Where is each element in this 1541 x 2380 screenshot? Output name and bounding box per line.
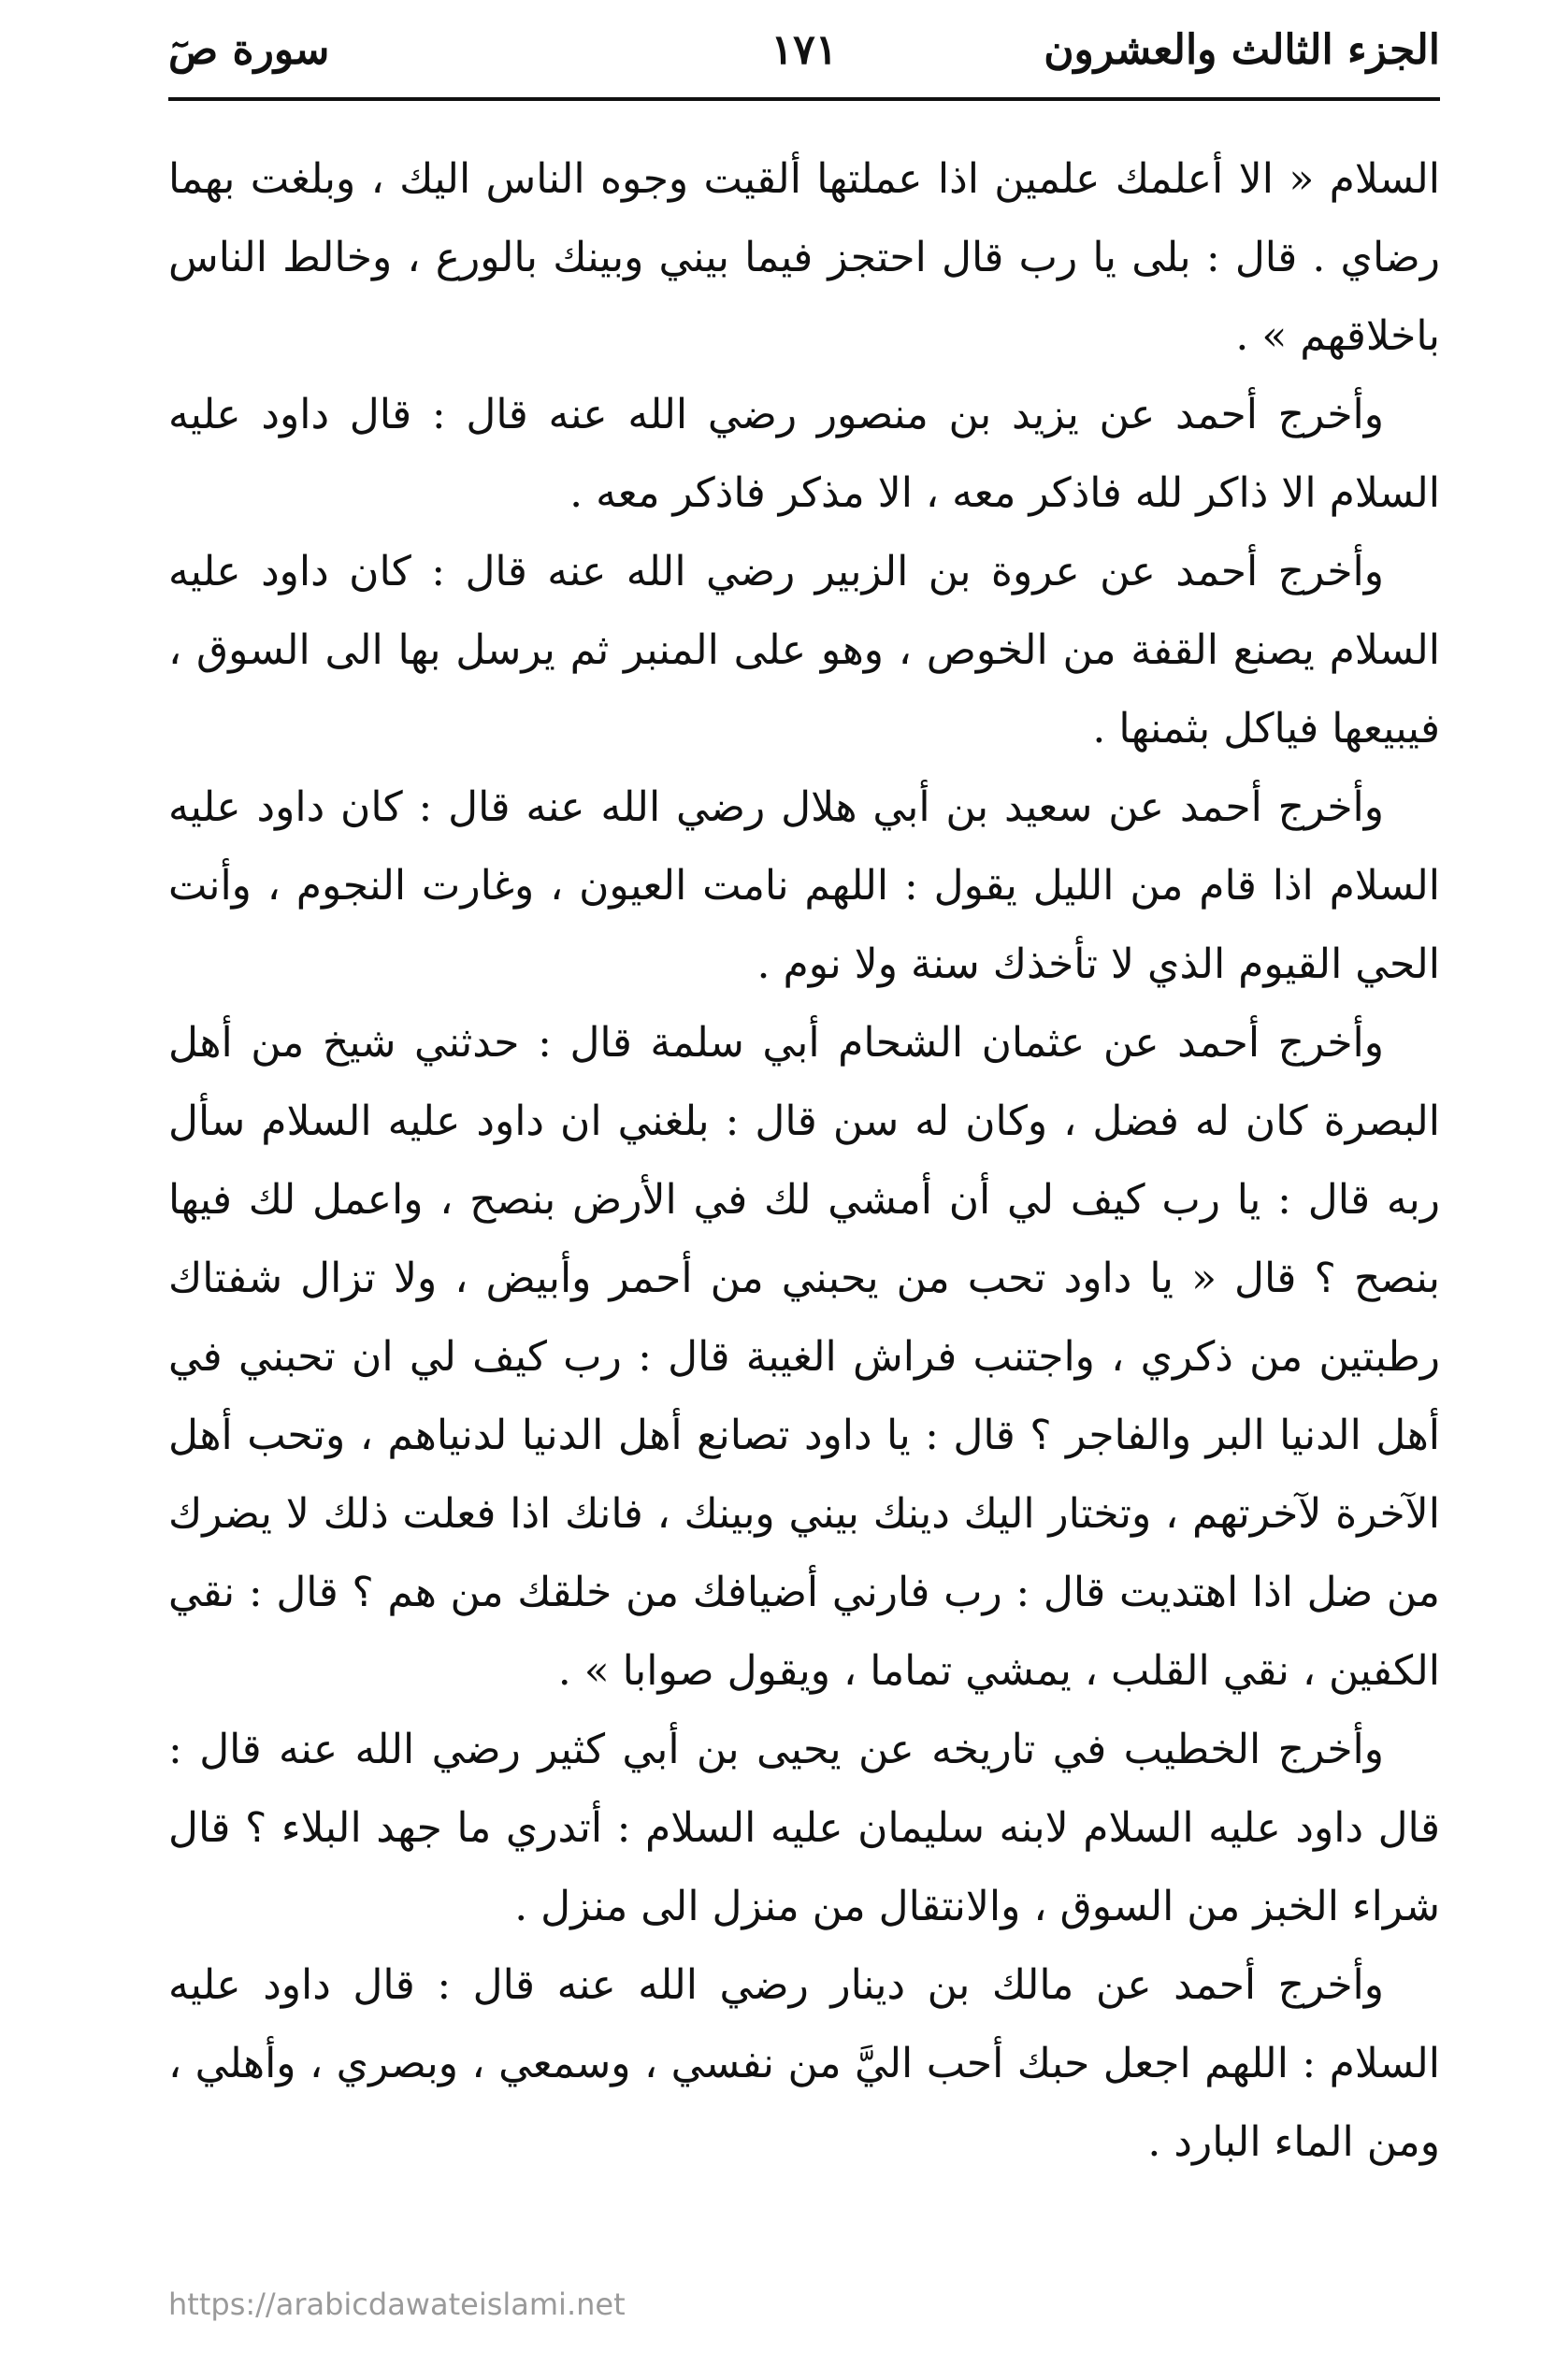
paragraph: وأخرج أحمد عن سعيد بن أبي هلال رضي الله عنه قال : كان داود عليه السلام اذا قام من الليل يقول : اللهم نامت العيون ، وغارت النجوم ، وأنت الحي القيوم الذي لا تأخذك سنة ولا نوم . [168, 783, 1440, 988]
running-header [168, 19, 1440, 84]
paragraph: وأخرج أحمد عن مالك بن دينار رضي الله عنه قال : قال داود عليه السلام : اللهم اجعل حبك أحب اليَّ من نفسي ، وسمعي ، وبصري ، وأهلي ، ومن الماء البارد . [168, 1961, 1440, 2166]
paragraph-continuation: السلام « الا أعلمك علمين اذا عملتها ألقيت وجوه الناس اليك ، وبلغت بهما رضاي . قال : بلى يا رب قال احتجز فيما بيني وبينك بالورع ، وخالط الناس باخلاقهم » . [168, 155, 1440, 360]
paragraph: وأخرج أحمد عن يزيد بن منصور رضي الله عنه قال : قال داود عليه السلام الا ذاكر لله فاذكر معه ، الا مذكر فاذكر معه . [168, 391, 1440, 517]
page-body [168, 140, 1440, 2182]
source-watermark: https://arabicdawateislami.net [168, 2287, 626, 2322]
part-title: الجزء الثالث والعشرون [1044, 26, 1440, 74]
header-divider [168, 97, 1440, 101]
paragraph: وأخرج الخطيب في تاريخه عن يحيى بن أبي كثير رضي الله عنه قال : قال داود عليه السلام لابنه سليمان عليه السلام : أتدري ما جهد البلاء ؟ قال شراء الخبز من السوق ، والانتقال من منزل الى منزل . [168, 1726, 1440, 1930]
surah-title: سورة صٓ [168, 26, 330, 74]
paragraph: وأخرج أحمد عن عثمان الشحام أبي سلمة قال : حدثني شيخ من أهل البصرة كان له فضل ، وكان له سن قال : بلغني ان داود عليه السلام سأل ربه قال : يا رب كيف لي أن أمشي لك في الأرض بنصح ، واعمل لك فيها بنصح ؟ قال « يا داود تحب من يحبني من أحمر وأبيض ، ولا تزال شفتاك رطبتين من ذكري ، واجتنب فراش الغيبة قال : رب كيف لي ان تحبني في أهل الدنيا البر والفاجر ؟ قال : يا داود تصانع أهل الدنيا لدنياهم ، وتحب أهل الآخرة لآخرتهم ، وتختار اليك دينك بيني وبينك ، فانك اذا فعلت ذلك لا يضرك من ضل اذا اهتديت قال : رب فارني أضيافك من خلقك من هم ؟ قال : نقي الكفين ، نقي القلب ، يمشي تماما ، ويقول صوابا » . [168, 1019, 1440, 1695]
paragraph: وأخرج أحمد عن عروة بن الزبير رضي الله عنه قال : كان داود عليه السلام يصنع القفة من الخوص ، وهو على المنبر ثم يرسل بها الى السوق ، فيبيعها فياكل بثمنها . [168, 548, 1440, 753]
page-number: ١٧١ [770, 26, 838, 74]
